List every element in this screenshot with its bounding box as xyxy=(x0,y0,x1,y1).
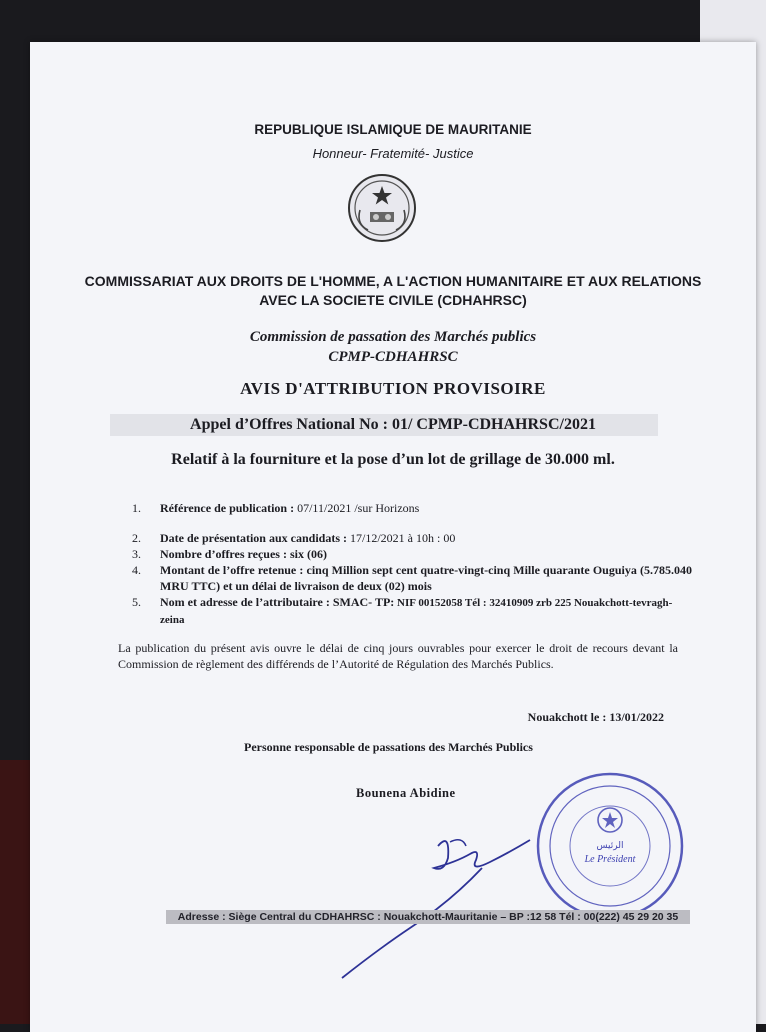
list-item: 4. Montant de l’offre retenue : cinq Million sept cent quatre-vingt-cinq Mille quarante Ouguiya (5.785.040 MRU TTC) et un délai de livraison de deux (02) mois xyxy=(132,563,692,593)
list-item: 2. Date de présentation aux candidats : 17/12/2021 à 10h : 00 xyxy=(132,531,456,545)
document-page xyxy=(30,42,756,1032)
signatory-name: Bounena Abidine xyxy=(356,786,456,800)
list-item: 1. Référence de publication : 07/11/2021 /sur Horizons xyxy=(132,501,420,515)
commission-line-2: CPMP-CDHAHRSC xyxy=(328,349,458,365)
notice-title: AVIS D'ATTRIBUTION PROVISOIRE xyxy=(240,379,546,398)
svg-text:الرئيس: الرئيس xyxy=(596,841,624,851)
responsible-person-title: Personne responsable de passations des Marchés Publics xyxy=(244,740,533,754)
commission-name xyxy=(30,327,756,367)
tender-reference: Appel d’Offres National No : 01/ CPMP-CDHAHRSC/2021 xyxy=(190,416,596,433)
official-stamp xyxy=(530,766,690,926)
place-and-date: Nouakchott le : 13/01/2022 xyxy=(527,710,664,724)
tender-subject: Relatif à la fourniture et la pose d’un lot de grillage de 30.000 ml. xyxy=(171,451,615,468)
list-item: 5. Nom et adresse de l’attributaire : SMAC- TP: NIF 00152058 Tél : 32410909 zrb 225 Nouakchott-tevragh-zeina xyxy=(132,595,673,626)
republic-heading: REPUBLIQUE ISLAMIQUE DE MAURITANIE xyxy=(254,122,532,137)
notice-details-list xyxy=(132,500,692,628)
footer-address: Adresse : Siège Central du CDHAHRSC : Nouakchott-Mauritanie – BP :12 58 Tél : 00(222) 45 29 20 35 xyxy=(177,911,679,923)
list-item: 3. Nombre d’offres reçues : six (06) xyxy=(132,547,327,561)
svg-text:Le Président: Le Président xyxy=(584,854,636,865)
handwritten-signature xyxy=(330,802,540,1002)
national-motto: Honneur- Fratemité- Justice xyxy=(312,146,474,161)
coat-of-arms-icon xyxy=(346,172,418,244)
organization-name: COMMISSARIAT AUX DROITS DE L'HOMME, A L'ACTION HUMANITAIRE ET AUX RELATIONS AVEC LA SOCIETE CIVILE (CDHAHRSC) xyxy=(84,273,702,308)
recourse-paragraph: La publication du présent avis ouvre le délai de cinq jours ouvrables pour exercer le droit de recours devant la Commission de règlement des différends de l’Autorité de Régulation des Marchés Publics. xyxy=(118,641,678,671)
commission-line-1: Commission de passation des Marchés publics xyxy=(249,329,537,345)
